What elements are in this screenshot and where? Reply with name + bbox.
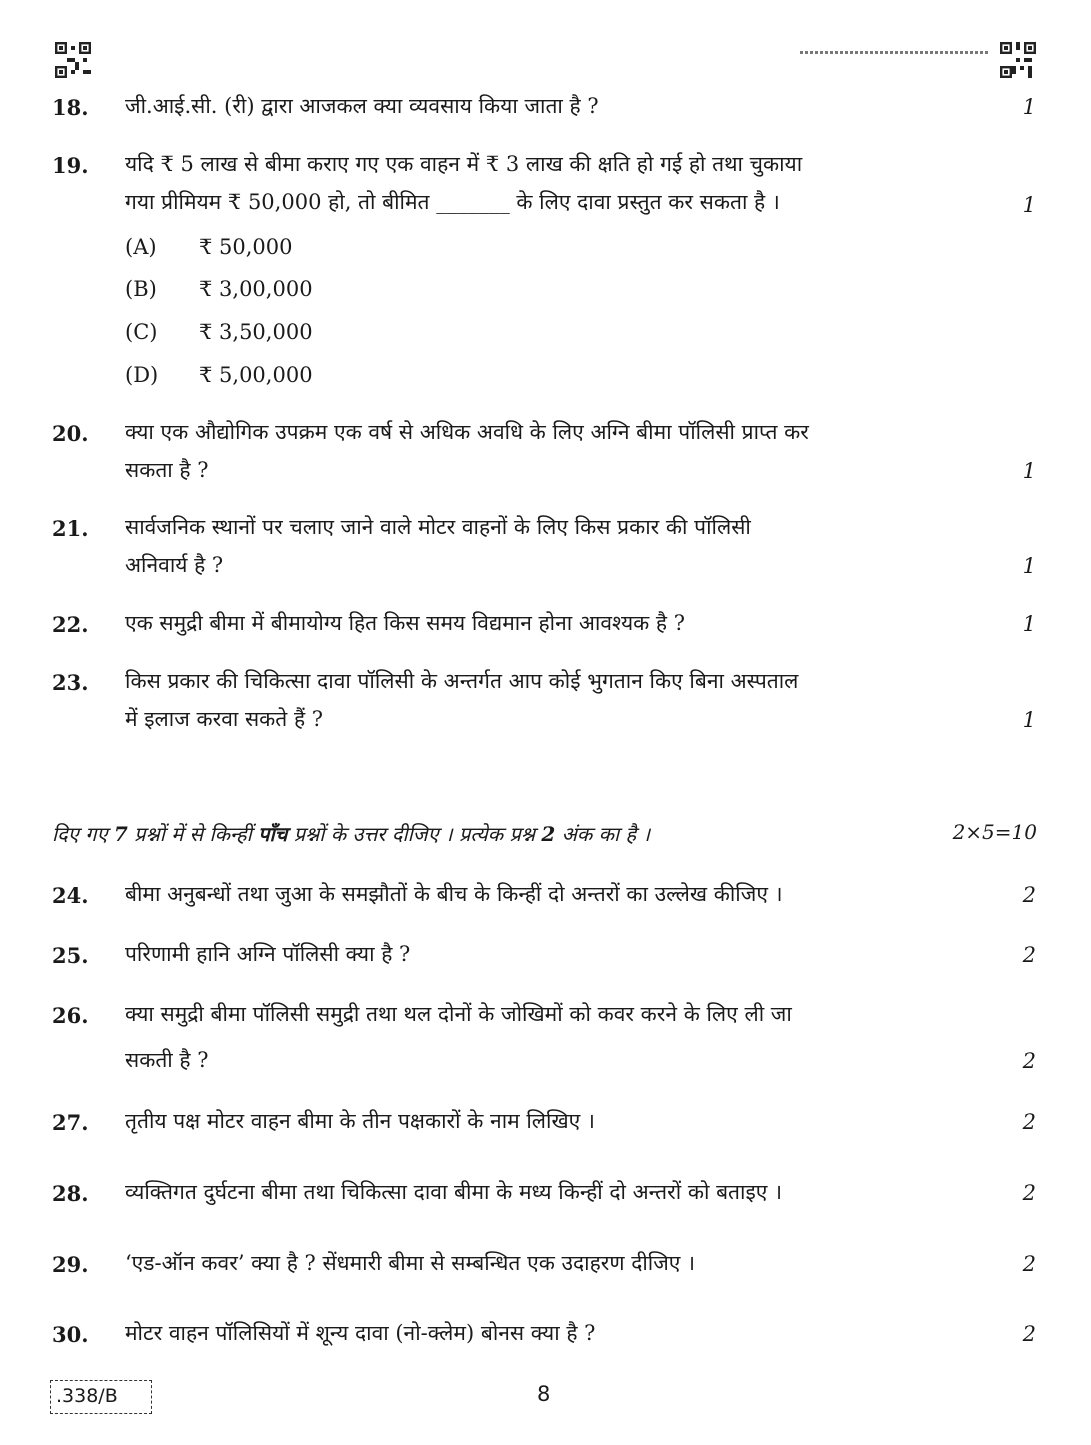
question-text-line-1: यदि ₹ 5 लाख से बीमा कराए गए एक वाहन में ₹ 3 लाख की क्षति हो गई हो तथा चुकाया [125, 152, 803, 176]
question-marks: 1 [1022, 459, 1036, 483]
question-number: 22. [52, 612, 89, 637]
question-marks: 1 [1022, 95, 1036, 119]
question-number: 18. [52, 95, 89, 120]
question-number: 23. [52, 670, 89, 695]
question-number: 20. [52, 421, 89, 446]
question-marks: 1 [1022, 708, 1036, 732]
paper-code: .338/B [50, 1380, 152, 1414]
question-marks: 2 [1022, 883, 1036, 907]
question-text-line-1: क्या समुद्री बीमा पॉलिसी समुद्री तथा थल दोनों के जोखिमों को कवर करने के लिए ली जा [125, 1002, 792, 1026]
question-text: तृतीय पक्ष मोटर वाहन बीमा के तीन पक्षकारों के नाम लिखिए । [125, 1109, 595, 1133]
option-d: (D) ₹ 5,00,000 [125, 363, 313, 387]
option-c: (C) ₹ 3,50,000 [125, 320, 313, 344]
question-text: ‘एड-ऑन कवर’ क्या है ? सेंधमारी बीमा से सम्बन्धित एक उदाहरण दीजिए । [125, 1251, 696, 1275]
question-number: 21. [52, 516, 89, 541]
question-number: 26. [52, 1003, 89, 1028]
question-number: 30. [52, 1322, 89, 1347]
question-text-line-2: सकता है ? [125, 458, 209, 482]
question-marks: 2 [1022, 1110, 1036, 1134]
question-marks: 2 [1022, 1049, 1036, 1073]
question-text: व्यक्तिगत दुर्घटना बीमा तथा चिकित्सा दावा बीमा के मध्य किन्हीं दो अन्तरों को बताइए । [125, 1180, 783, 1204]
question-marks: 1 [1022, 193, 1036, 217]
option-b: (B) ₹ 3,00,000 [125, 277, 313, 301]
question-number: 19. [52, 153, 89, 178]
question-number: 27. [52, 1110, 89, 1135]
question-marks: 1 [1022, 612, 1036, 636]
question-text: जी.आई.सी. (री) द्वारा आजकल क्या व्यवसाय किया जाता है ? [125, 94, 599, 118]
question-text: एक समुद्री बीमा में बीमायोग्य हित किस समय विद्यमान होना आवश्यक है ? [125, 611, 686, 635]
question-text-line-2: गया प्रीमियम ₹ 50,000 हो, तो बीमित _______ के लिए दावा प्रस्तुत कर सकता है । [125, 190, 780, 214]
page-number: 8 [537, 1382, 551, 1406]
qr-code-right-icon [1000, 42, 1036, 78]
question-marks: 2 [1022, 1252, 1036, 1276]
question-marks: 2 [1022, 1181, 1036, 1205]
question-text-line-1: क्या एक औद्योगिक उपक्रम एक वर्ष से अधिक अवधि के लिए अग्नि बीमा पॉलिसी प्राप्त कर [125, 420, 809, 444]
question-text-line-2: अनिवार्य है ? [125, 553, 224, 577]
security-microtext-line [800, 51, 990, 54]
section-marks: 2×5=10 [952, 820, 1037, 844]
question-text-line-1: सार्वजनिक स्थानों पर चलाए जाने वाले मोटर वाहनों के लिए किस प्रकार की पॉलिसी [125, 515, 751, 539]
qr-code-left-icon [55, 42, 91, 78]
question-text: बीमा अनुबन्धों तथा जुआ के समझौतों के बीच के किन्हीं दो अन्तरों का उल्लेख कीजिए । [125, 882, 783, 906]
question-marks: 2 [1022, 943, 1036, 967]
section-instruction: दिए गए 7 प्रश्नों में से किन्हीं पाँच प्रश्नों के उत्तर दीजिए । प्रत्येक प्रश्न 2 अंक का है । 2×5=10 [52, 820, 1037, 846]
question-number: 24. [52, 883, 89, 908]
question-text-line-2: में इलाज करवा सकते हैं ? [125, 707, 324, 731]
question-number: 28. [52, 1181, 89, 1206]
option-a: (A) ₹ 50,000 [125, 235, 293, 259]
question-text: परिणामी हानि अग्नि पॉलिसी क्या है ? [125, 942, 411, 966]
question-text: मोटर वाहन पॉलिसियों में शून्य दावा (नो-क्लेम) बोनस क्या है ? [125, 1321, 596, 1345]
question-number: 29. [52, 1252, 89, 1277]
question-marks: 1 [1022, 554, 1036, 578]
question-text-line-1: किस प्रकार की चिकित्सा दावा पॉलिसी के अन्तर्गत आप कोई भुगतान किए बिना अस्पताल [125, 669, 799, 693]
question-number: 25. [52, 943, 89, 968]
question-marks: 2 [1022, 1322, 1036, 1346]
question-text-line-2: सकती है ? [125, 1048, 209, 1072]
